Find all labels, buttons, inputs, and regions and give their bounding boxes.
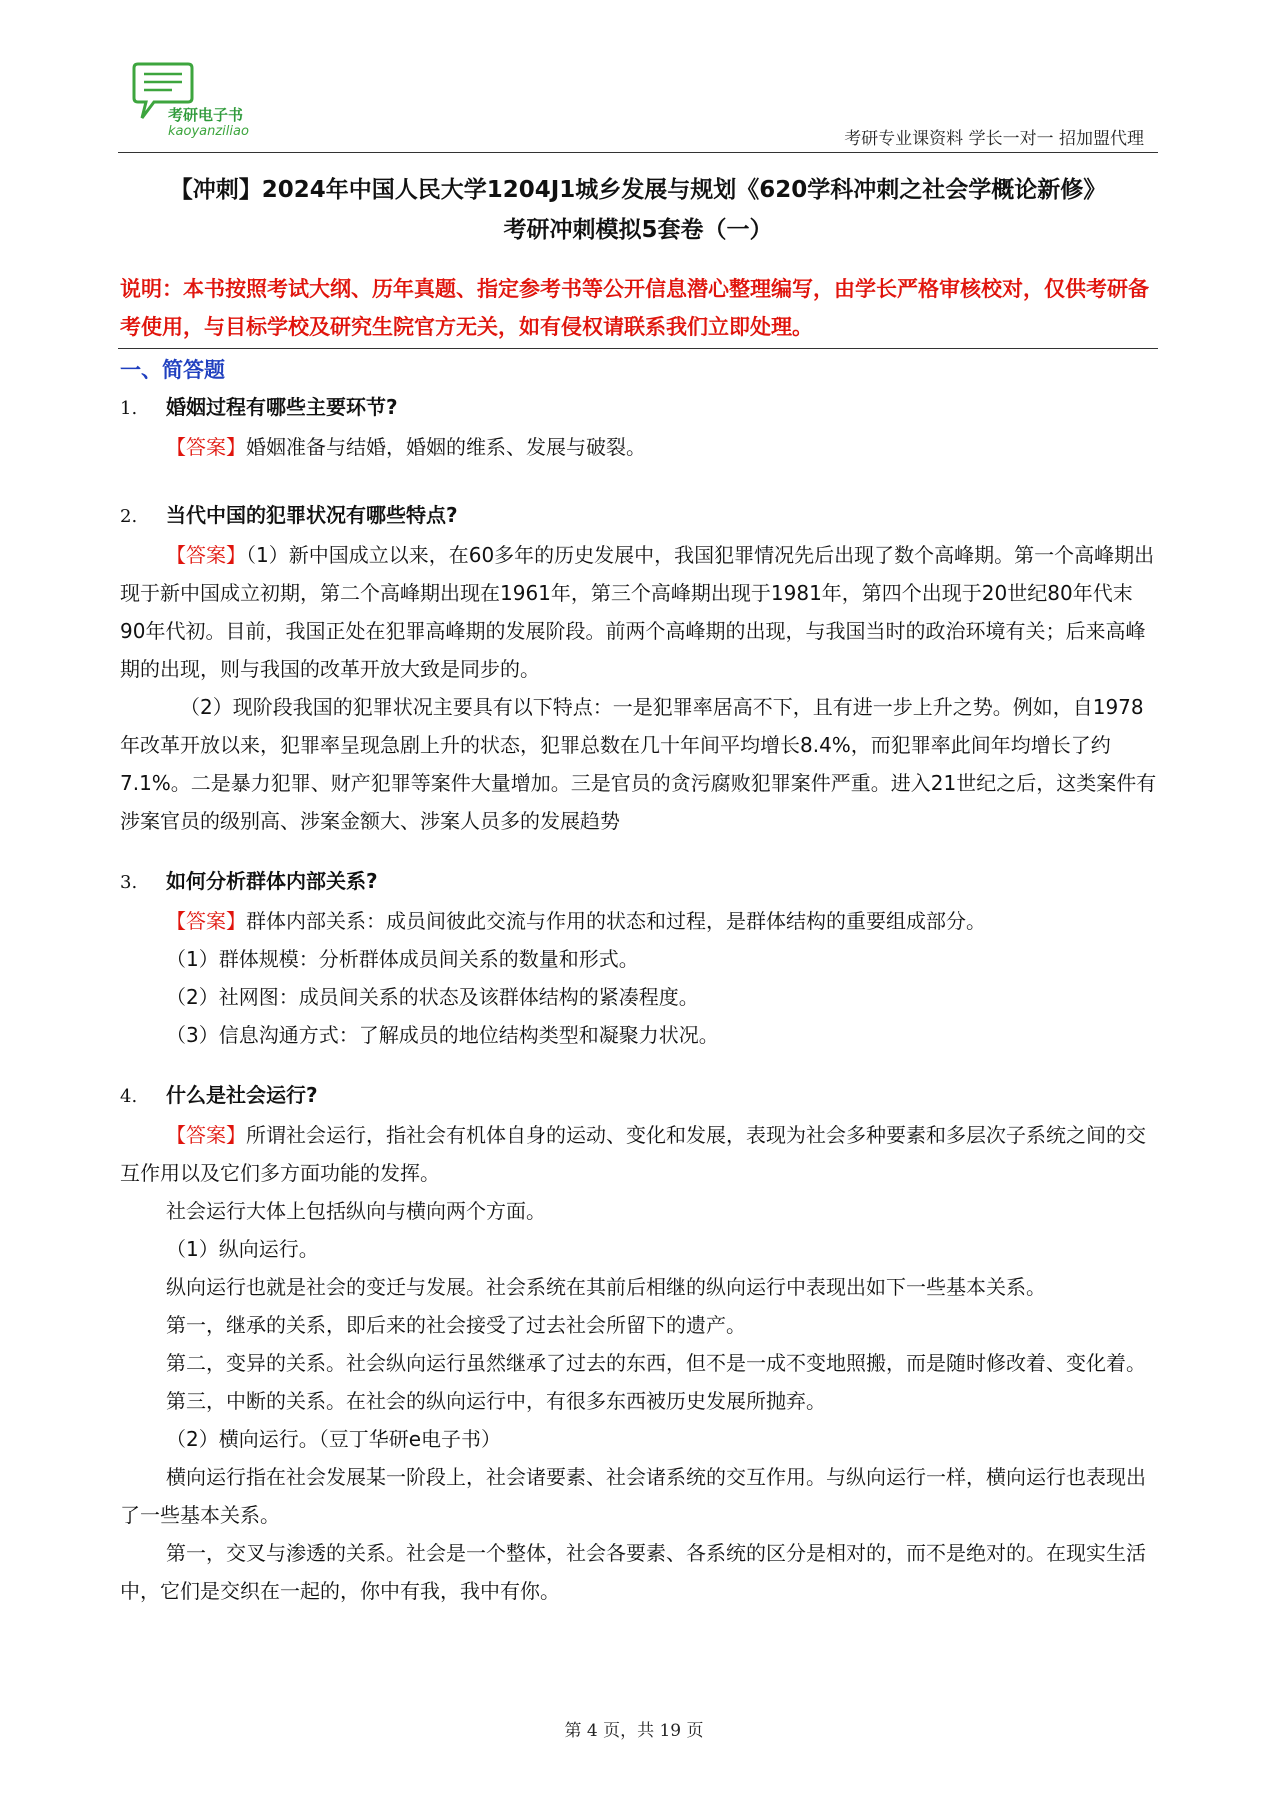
logo-subtitle: kaoyanziliao xyxy=(168,124,249,139)
answer-tag: 【答案】 xyxy=(166,909,246,933)
answer-3 xyxy=(120,902,1158,940)
answer-4-paragraph: （2）横向运行。（豆丁华研e电子书） xyxy=(166,1427,502,1451)
answer-text: 群体内部关系：成员间彼此交流与作用的状态和过程，是群体结构的重要组成部分。 xyxy=(246,909,986,933)
question-1 xyxy=(120,388,1158,428)
answer-4-paragraph: 第三，中断的关系。在社会的纵向运行中，有很多东西被历史发展所抛弃。 xyxy=(166,1389,826,1413)
question-3 xyxy=(120,862,1158,902)
question-4 xyxy=(120,1076,1158,1116)
document-body xyxy=(120,388,1158,1610)
answer-text: 婚姻准备与结婚，婚姻的维系、发展与破裂。 xyxy=(246,435,646,459)
disclaimer-notice: 说明：本书按照考试大纲、历年真题、指定参考书等公开信息潜心整理编写，由学长严格审核校对，仅供考研备考使用，与目标学校及研究生院官方无关，如有侵权请联系我们立即处理。 xyxy=(120,277,1149,339)
answer-1 xyxy=(120,428,1158,466)
answer-tag: 【答案】 xyxy=(166,543,246,567)
section-title: 一、简答题 xyxy=(120,358,225,382)
page-number: 第 4 页，共 19 页 xyxy=(564,1721,704,1741)
answer-3-item: （3）信息沟通方式：了解成员的地位结构类型和凝聚力状况。 xyxy=(166,1023,719,1047)
answer-text: 所谓社会运行，指社会有机体自身的运动、变化和发展，表现为社会多种要素和多层次子系统之间的交互作用以及它们多方面功能的发挥。 xyxy=(120,1123,1146,1185)
question-number: 3. xyxy=(120,872,138,893)
answer-2-paragraph-2: （2）现阶段我国的犯罪状况主要具有以下特点：一是犯罪率居高不下，且有进一步上升之势。例如，自1978年改革开放以来，犯罪率呈现急剧上升的状态，犯罪总数在几十年间平均增长8.4%，而犯罪率此间年均增长了约7.1%。二是暴力犯罪、财产犯罪等案件大量增加。三是官员的贪污腐败犯罪案件严重。进入21世纪之后，这类案件有涉案官员的级别高、涉案金额大、涉案人员多的发展趋势 xyxy=(120,695,1157,833)
answer-text: （1）新中国成立以来，在60多年的历史发展中，我国犯罪情况先后出现了数个高峰期。第一个高峰期出现于新中国成立初期，第二个高峰期出现在1961年，第三个高峰期出现于1981年，第四个出现于20世纪80年代末90年代初。目前，我国正处在犯罪高峰期的发展阶段。前两个高峰期的出现，与我国当时的政治环境有关；后来高峰期的出现，则与我国的改革开放大致是同步的。 xyxy=(120,543,1155,681)
answer-4-paragraph: 社会运行大体上包括纵向与横向两个方面。 xyxy=(166,1199,546,1223)
question-text: 什么是社会运行? xyxy=(166,1083,318,1107)
title-line-1: 【冲刺】2024年中国人民大学1204J1城乡发展与规划《620学科冲刺之社会学概论新修》 xyxy=(169,177,1107,203)
document-title xyxy=(118,170,1158,250)
answer-tag: 【答案】 xyxy=(166,435,246,459)
answer-4 xyxy=(120,1116,1158,1192)
question-number: 2. xyxy=(120,506,138,527)
question-text: 当代中国的犯罪状况有哪些特点? xyxy=(166,503,458,527)
question-number: 4. xyxy=(120,1086,138,1107)
header-slogan: 考研专业课资料 学长一对一 招加盟代理 xyxy=(844,129,1144,149)
answer-2 xyxy=(120,536,1158,688)
header-divider xyxy=(118,152,1158,153)
answer-3-item: （2）社网图：成员间关系的状态及该群体结构的紧凑程度。 xyxy=(166,985,699,1009)
answer-3-item: （1）群体规模：分析群体成员间关系的数量和形式。 xyxy=(166,947,639,971)
title-line-2: 考研冲刺模拟5套卷（一） xyxy=(503,217,773,243)
answer-4-paragraph: 第一，交叉与渗透的关系。社会是一个整体，社会各要素、各系统的区分是相对的，而不是绝对的。在现实生活中，它们是交织在一起的，你中有我，我中有你。 xyxy=(120,1541,1146,1603)
question-text: 婚姻过程有哪些主要环节? xyxy=(166,395,398,419)
answer-4-paragraph: 第一，继承的关系，即后来的社会接受了过去社会所留下的遗产。 xyxy=(166,1313,746,1337)
answer-4-paragraph: （1）纵向运行。 xyxy=(166,1237,319,1261)
question-text: 如何分析群体内部关系? xyxy=(166,869,378,893)
answer-tag: 【答案】 xyxy=(166,1123,246,1147)
answer-4-paragraph: 纵向运行也就是社会的变迁与发展。社会系统在其前后相继的纵向运行中表现出如下一些基本关系。 xyxy=(166,1275,1046,1299)
answer-4-paragraph: 横向运行指在社会发展某一阶段上，社会诸要素、社会诸系统的交互作用。与纵向运行一样，横向运行也表现出了一些基本关系。 xyxy=(120,1465,1146,1527)
notice-divider xyxy=(118,348,1158,349)
logo-text: 考研电子书 xyxy=(168,106,244,124)
question-number: 1. xyxy=(120,398,138,419)
answer-4-paragraph: 第二，变异的关系。社会纵向运行虽然继承了过去的东西，但不是一成不变地照搬，而是随时修改着、变化着。 xyxy=(166,1351,1146,1375)
question-2 xyxy=(120,496,1158,536)
